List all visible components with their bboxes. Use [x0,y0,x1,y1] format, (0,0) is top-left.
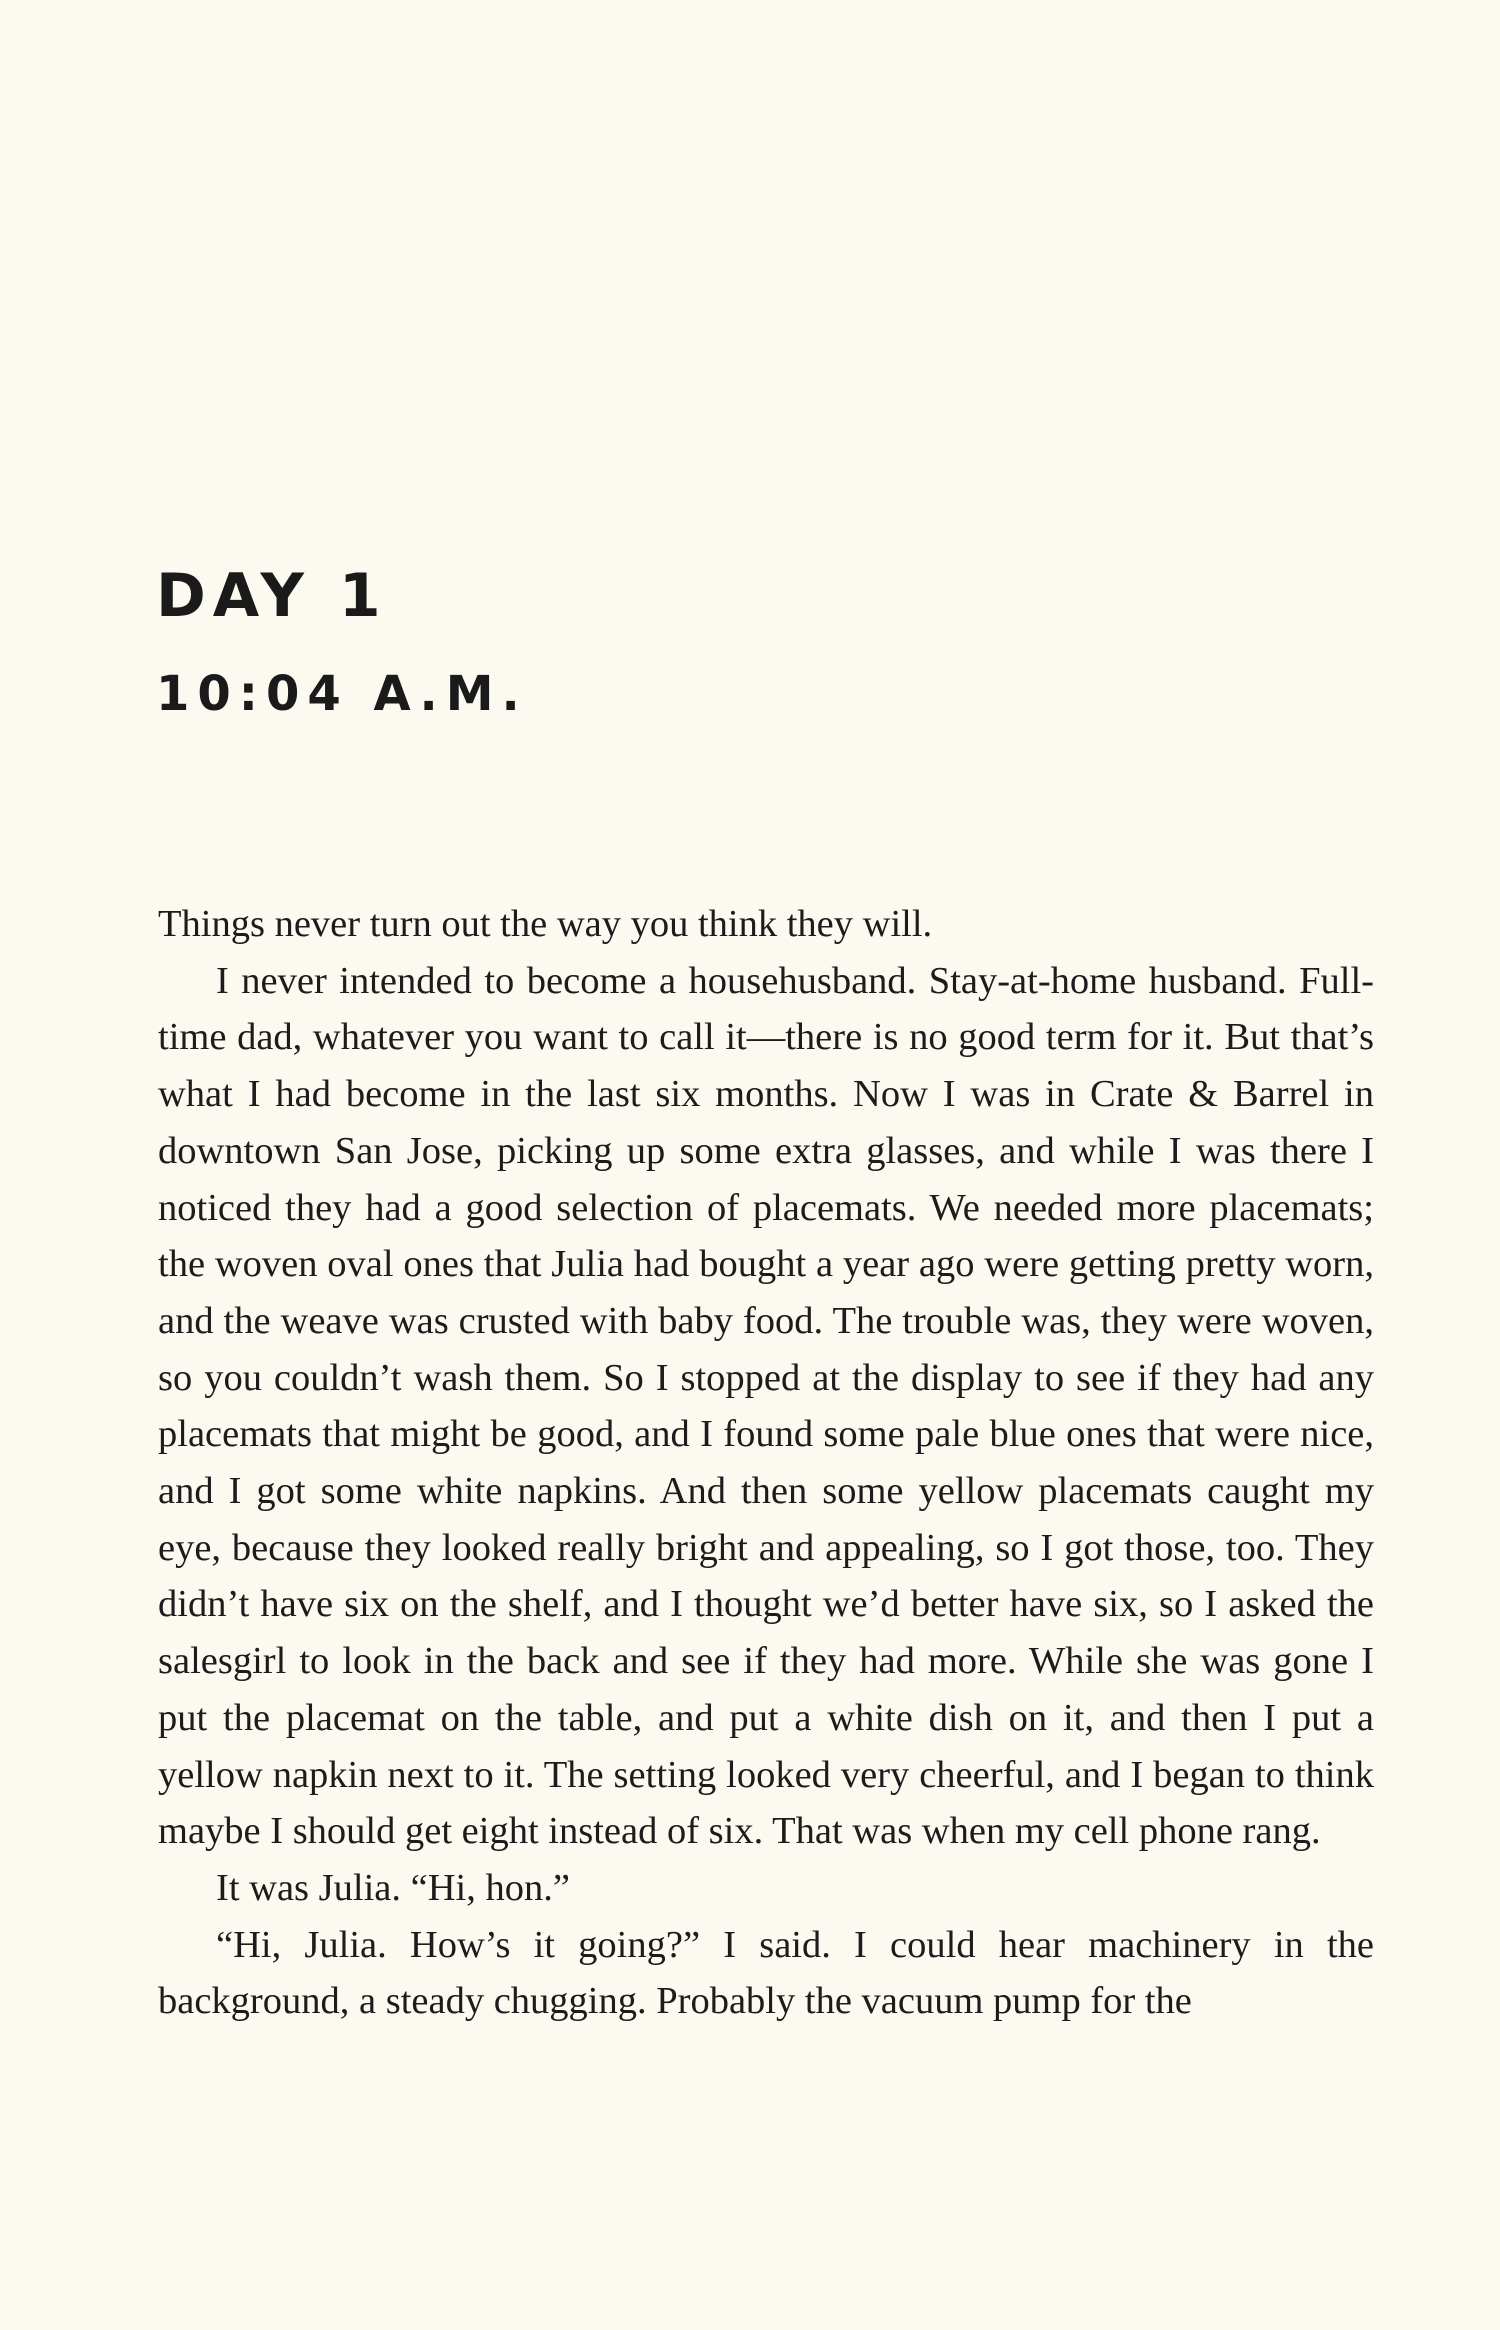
paragraph: I never intended to become a househusband. Stay-at-home husband. Full-time dad, whatever you want to call it—there is no good term for it. But that’s what I had become in the last six months. Now I was in Crate & Barrel in downtown San Jose, picking up some extra glasses, and while I was there I noticed they had a good selection of placemats. We needed more placemats; the woven oval ones that Julia had bought a year ago were getting pretty worn, and the weave was crusted with baby food. The trouble was, they were woven, so you couldn’t wash them. So I stopped at the display to see if they had any placemats that might be good, and I found some pale blue ones that were nice, and I got some white napkins. And then some yellow placemats caught my eye, because they looked really bright and appealing, so I got those, too. They didn’t have six on the shelf, and I thought we’d better have six, so I asked the salesgirl to look in the back and see if they had more. While she was gone I put the placemat on the table, and put a white dish on it, and then I put a yellow napkin next to it. The setting looked very cheerful, and I began to think maybe I should get eight instead of six. That was when my cell phone rang. [158,959,1374,1853]
paragraph: “Hi, Julia. How’s it going?” I said. I could hear machinery in the background, a steady chugging. Probably the vacuum pump for the [158,1923,1374,2023]
paragraph: Things never turn out the way you think they will. [158,903,933,945]
chapter-time: 10:04 A.M. [156,666,528,722]
body-text [158,896,1374,2030]
chapter-heading: DAY 1 [156,561,388,631]
paragraph: It was Julia. “Hi, hon.” [216,1866,570,1909]
